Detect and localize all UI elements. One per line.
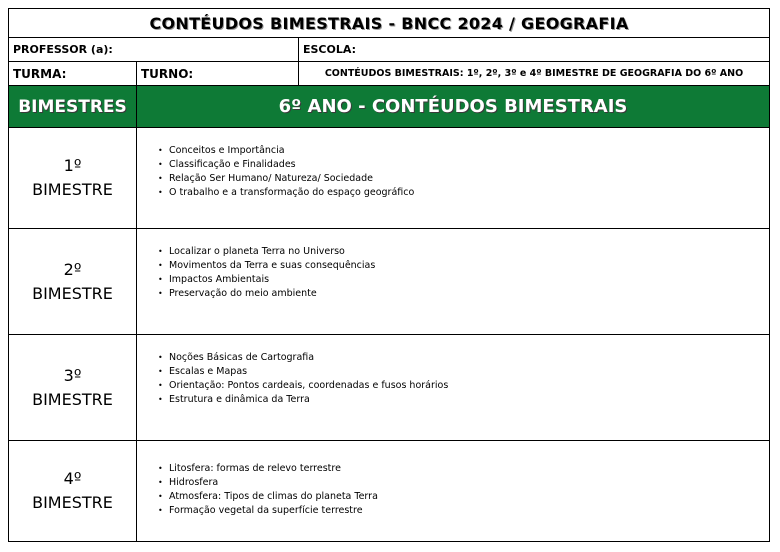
list-item: • Noções Básicas de Cartografia: [169, 351, 769, 365]
list-item: • Atmosfera: Tipos de climas do planeta Terra: [169, 490, 769, 504]
list-item: • Hidrosfera: [169, 476, 769, 490]
bimestre-word: BIMESTRE: [32, 283, 113, 303]
professor-field[interactable]: PROFESSOR (a):: [9, 38, 299, 61]
bimestre-word: BIMESTRE: [32, 493, 113, 512]
class-shift-row: [9, 62, 769, 86]
bimestral-content-table: [8, 8, 770, 542]
bimestre-label: [9, 229, 137, 334]
list-item: • Orientação: Pontos cardeais, coordenadas e fusos horários: [169, 379, 769, 393]
bimestre-row-2: [9, 229, 769, 335]
content-list: [137, 245, 769, 301]
list-item: • Preservação do meio ambiente: [169, 287, 769, 301]
bimestre-label: [9, 335, 137, 440]
conteudos-subtitle: CONTÉUDOS BIMESTRAIS: 1º, 2º, 3º e 4º BIMESTRE DE GEOGRAFIA DO 6º ANO: [324, 68, 744, 79]
bimestre-word: BIMESTRE: [32, 180, 113, 199]
table-header: [9, 86, 769, 128]
list-item: • Localizar o planeta Terra no Universo: [169, 245, 769, 259]
bimestre-number: 1º: [63, 156, 82, 175]
list-item: • Classificação e Finalidades: [169, 158, 769, 172]
turno-field[interactable]: TURNO:: [137, 62, 299, 85]
bimestres-header: BIMESTRES: [9, 86, 137, 127]
bimestre-row-3: [9, 335, 769, 441]
document-title: CONTÉUDOS BIMESTRAIS - BNCC 2024 / GEOGRAFIA: [9, 9, 769, 38]
bimestre-number: 3º: [63, 365, 82, 385]
bimestre-word: BIMESTRE: [32, 389, 113, 409]
content-list: [137, 144, 769, 200]
list-item: • O trabalho e a transformação do espaço geográfico: [169, 186, 769, 200]
content-list: [137, 462, 769, 518]
contents-header: 6º ANO - CONTÉUDOS BIMESTRAIS: [278, 96, 628, 117]
professor-school-row: [9, 38, 769, 62]
list-item: • Conceitos e Importância: [169, 144, 769, 158]
bimestre-row-4: [9, 441, 769, 541]
list-item: • Relação Ser Humano/ Natureza/ Sociedade: [169, 172, 769, 186]
bimestre-label: [9, 441, 137, 541]
bimestre-label: [9, 128, 137, 228]
bimestre-row-1: [9, 128, 769, 229]
bimestre-number: 2º: [63, 259, 82, 279]
content-list: [137, 351, 769, 407]
bimestre-contents: [137, 335, 769, 440]
bimestre-number: 4º: [63, 469, 82, 488]
list-item: • Escalas e Mapas: [169, 365, 769, 379]
list-item: • Litosfera: formas de relevo terrestre: [169, 462, 769, 476]
bimestre-contents: [137, 128, 769, 228]
list-item: • Impactos Ambientais: [169, 273, 769, 287]
list-item: • Formação vegetal da superfície terrestre: [169, 504, 769, 518]
bimestre-contents: [137, 229, 769, 334]
list-item: • Estrutura e dinâmica da Terra: [169, 393, 769, 407]
turma-field[interactable]: TURMA:: [9, 62, 137, 85]
school-field[interactable]: ESCOLA:: [303, 43, 356, 56]
bimestre-contents: [137, 441, 769, 541]
list-item: • Movimentos da Terra e suas consequências: [169, 259, 769, 273]
